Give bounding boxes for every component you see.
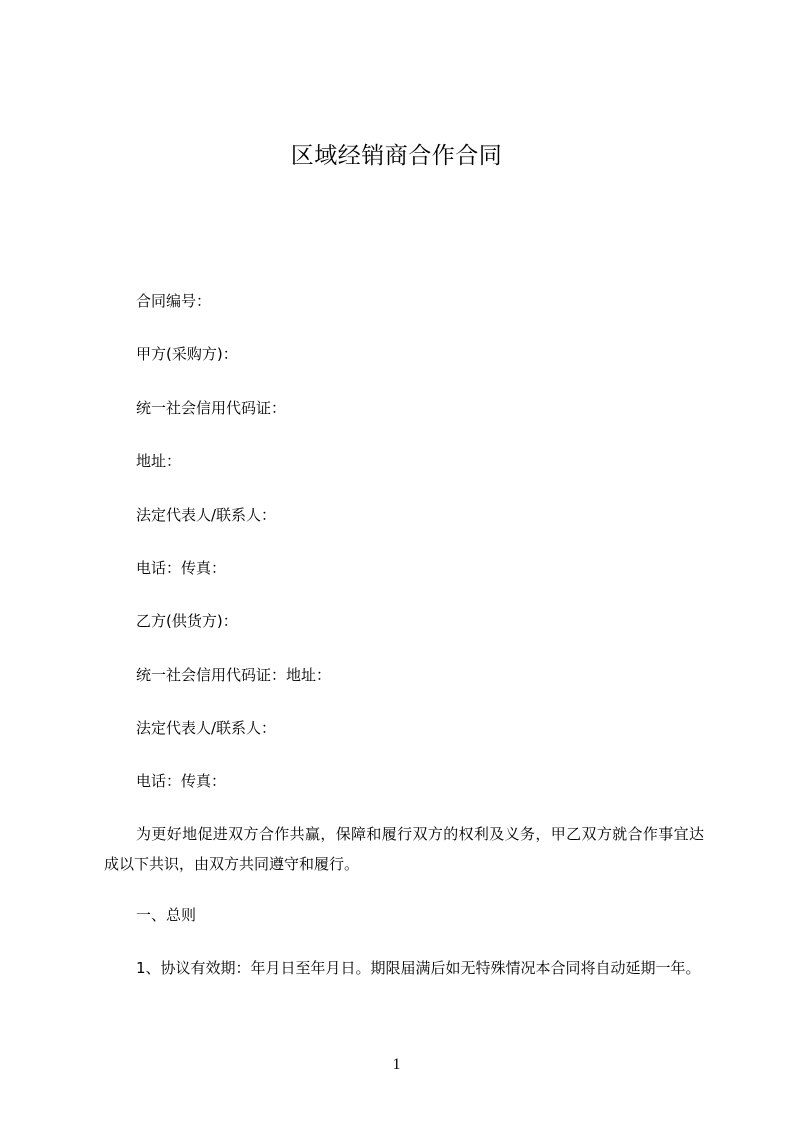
intro-paragraph: 为更好地促进双方合作共赢，保障和履行双方的权利及义务，甲乙双方就合作事宜达成以下共识，由双方共同遵守和履行。 xyxy=(104,825,704,873)
party-b-phone-fax-field: 电话：传真： xyxy=(136,772,227,790)
party-b-representative-field: 法定代表人/联系人： xyxy=(136,719,277,737)
document-title: 区域经销商合作合同 xyxy=(290,143,503,169)
party-a-address-field: 地址： xyxy=(136,452,182,470)
party-b-field: 乙方(供货方)： xyxy=(136,612,238,630)
section-1-heading: 一、总则 xyxy=(136,906,197,924)
party-b-credit-code-address-field: 统一社会信用代码证：地址： xyxy=(136,666,332,684)
party-a-representative-field: 法定代表人/联系人： xyxy=(136,506,277,524)
contract-number-field: 合同编号： xyxy=(136,292,212,310)
party-a-field: 甲方(采购方)： xyxy=(136,345,238,363)
party-a-phone-fax-field: 电话：传真： xyxy=(136,559,227,577)
clause-1-paragraph: 1、协议有效期：年月日至年月日。期限届满后如无特殊情况本合同将自动延期一年。 xyxy=(136,959,701,977)
page-number: 1 xyxy=(392,1056,401,1073)
party-a-credit-code-field: 统一社会信用代码证： xyxy=(136,399,287,417)
